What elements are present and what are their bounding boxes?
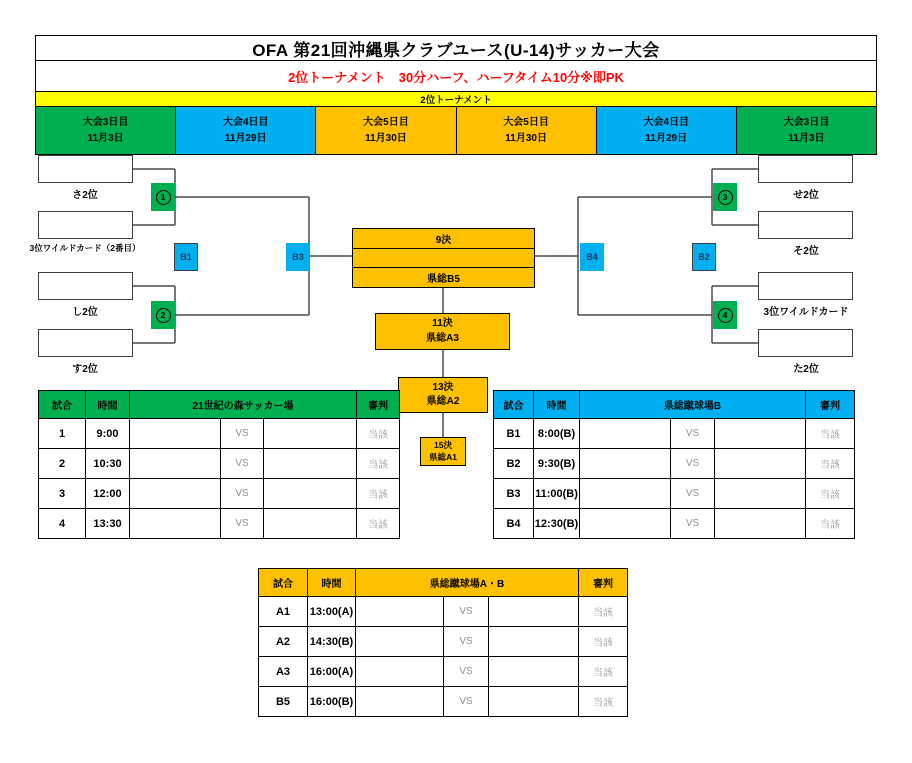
match-number: 4 — [718, 308, 733, 323]
table-row — [494, 419, 855, 449]
date-day: 大会4日目 — [222, 117, 269, 128]
eleventh-place-venue: 県総A3 — [426, 332, 459, 344]
slot-label-shi: し2位 — [72, 307, 98, 318]
home-team-cell — [580, 479, 671, 509]
home-team-cell — [356, 657, 444, 687]
match-time: 9:30(B) — [534, 449, 580, 479]
table-row — [39, 449, 400, 479]
away-team-cell — [489, 687, 579, 717]
fifteenth-place-title: 15決 — [434, 439, 452, 450]
date-value: 11月3日 — [788, 132, 825, 144]
pitch-tag-b4: B4 — [580, 243, 604, 271]
col-header-venue: 21世紀の森サッカー場 — [130, 391, 357, 419]
away-team-cell — [489, 657, 579, 687]
match-time: 16:00(B) — [308, 687, 356, 717]
match-time: 9:00 — [86, 419, 130, 449]
table-row — [39, 419, 400, 449]
match-time: 10:30 — [86, 449, 130, 479]
thirteenth-place-box — [398, 377, 488, 413]
col-header-venue: 県総蹴球場A・B — [356, 569, 579, 597]
referee-cell: 当該 — [806, 479, 855, 509]
fifteenth-place-box — [420, 437, 466, 466]
match-time: 11:00(B) — [534, 479, 580, 509]
referee-cell: 当該 — [357, 449, 400, 479]
table-row — [39, 479, 400, 509]
match-no: A2 — [259, 627, 308, 657]
vs-label: VS — [444, 597, 489, 627]
bracket-slot-ta — [758, 329, 853, 357]
match-no: 2 — [39, 449, 86, 479]
table-row — [259, 627, 628, 657]
match-number-badge-1 — [151, 183, 175, 211]
match-time: 14:30(B) — [308, 627, 356, 657]
away-team-cell — [489, 627, 579, 657]
home-team-cell — [580, 419, 671, 449]
col-header-match: 試合 — [39, 391, 86, 419]
match-time: 13:30 — [86, 509, 130, 539]
thirteenth-place-title: 13決 — [432, 381, 454, 393]
eleventh-place-box — [375, 313, 510, 350]
match-time: 16:00(A) — [308, 657, 356, 687]
date-day: 大会5日目 — [363, 117, 409, 128]
bracket-slot-sa — [38, 155, 133, 183]
home-team-cell — [580, 449, 671, 479]
ninth-place-slot — [353, 249, 534, 269]
match-no: A1 — [259, 597, 308, 627]
match-no: 3 — [39, 479, 86, 509]
vs-label: VS — [444, 687, 489, 717]
away-team-cell — [715, 509, 806, 539]
vs-label: VS — [221, 479, 264, 509]
referee-cell: 当該 — [579, 627, 628, 657]
home-team-cell — [130, 509, 221, 539]
match-time: 12:30(B) — [534, 509, 580, 539]
match-number-badge-3 — [713, 183, 737, 211]
match-number-badge-2 — [151, 301, 175, 329]
subtitle-text: 2位トーナメント 30分ハーフ、ハーフタイム10分※即PK — [288, 69, 624, 85]
match-no: B4 — [494, 509, 534, 539]
referee-cell: 当該 — [806, 449, 855, 479]
slot-label-ta: た2位 — [793, 364, 819, 375]
table-row — [259, 597, 628, 627]
slot-label-wildcard: 3位ワイルドカード — [763, 307, 849, 318]
slot-label-se: せ2位 — [793, 190, 819, 201]
col-header-referee: 審判 — [806, 391, 855, 419]
home-team-cell — [130, 449, 221, 479]
col-header-referee: 審判 — [579, 569, 628, 597]
col-header-venue: 県総蹴球場B — [580, 391, 806, 419]
schedule-table-21st-century-forest — [38, 390, 400, 539]
table-row — [494, 509, 855, 539]
date-value: 11月30日 — [365, 132, 407, 144]
table-row — [494, 479, 855, 509]
pitch-tag-b2: B2 — [692, 243, 716, 271]
page-title: OFA 第21回沖縄県クラブユース(U-14)サッカー大会 — [35, 35, 877, 61]
bracket-slot-wildcard2 — [38, 211, 133, 239]
match-no: 4 — [39, 509, 86, 539]
away-team-cell — [264, 419, 357, 449]
away-team-cell — [264, 479, 357, 509]
vs-label: VS — [221, 419, 264, 449]
vs-label: VS — [671, 449, 715, 479]
away-team-cell — [264, 449, 357, 479]
date-day: 大会3日目 — [82, 117, 129, 128]
slot-label-su: す2位 — [72, 364, 98, 375]
away-team-cell — [715, 479, 806, 509]
date-day: 大会4日目 — [643, 117, 690, 128]
date-day: 大会5日目 — [503, 117, 549, 128]
referee-cell: 当該 — [357, 479, 400, 509]
match-time: 8:00(B) — [534, 419, 580, 449]
match-no: B1 — [494, 419, 534, 449]
referee-cell: 当該 — [806, 419, 855, 449]
referee-cell: 当該 — [357, 419, 400, 449]
away-team-cell — [489, 597, 579, 627]
vs-label: VS — [444, 657, 489, 687]
pitch-tag-b1: B1 — [174, 243, 198, 271]
bracket-slot-se — [758, 155, 853, 183]
away-team-cell — [715, 449, 806, 479]
home-team-cell — [130, 479, 221, 509]
match-no: B5 — [259, 687, 308, 717]
ninth-place-title: 9決 — [353, 229, 534, 249]
date-day: 大会3日目 — [783, 117, 830, 128]
bracket-slot-wildcard — [758, 272, 853, 300]
referee-cell: 当該 — [579, 597, 628, 627]
vs-label: VS — [221, 509, 264, 539]
vs-label: VS — [671, 509, 715, 539]
thirteenth-place-venue: 県総A2 — [426, 396, 460, 407]
table-row — [259, 657, 628, 687]
match-time: 12:00 — [86, 479, 130, 509]
vs-label: VS — [671, 419, 715, 449]
home-team-cell — [130, 419, 221, 449]
vs-label: VS — [221, 449, 264, 479]
home-team-cell — [356, 597, 444, 627]
match-no: 1 — [39, 419, 86, 449]
slot-label-wildcard2: 3位ワイルドカード（2番目） — [29, 243, 141, 253]
col-header-time: 時間 — [534, 391, 580, 419]
vs-label: VS — [444, 627, 489, 657]
match-no: A3 — [259, 657, 308, 687]
bracket-slot-so — [758, 211, 853, 239]
match-number: 3 — [718, 190, 733, 205]
date-value: 11月30日 — [505, 132, 547, 144]
col-header-referee: 審判 — [357, 391, 400, 419]
date-value: 11月3日 — [87, 132, 124, 144]
home-team-cell — [356, 627, 444, 657]
vs-label: VS — [671, 479, 715, 509]
match-no: B2 — [494, 449, 534, 479]
match-number: 1 — [156, 190, 171, 205]
referee-cell: 当該 — [357, 509, 400, 539]
tournament-banner: 2位トーナメント — [35, 91, 877, 107]
home-team-cell — [356, 687, 444, 717]
away-team-cell — [264, 509, 357, 539]
away-team-cell — [715, 419, 806, 449]
match-time: 13:00(A) — [308, 597, 356, 627]
ninth-place-box — [352, 228, 535, 288]
col-header-match: 試合 — [259, 569, 308, 597]
table-row — [39, 509, 400, 539]
col-header-time: 時間 — [308, 569, 356, 597]
referee-cell: 当該 — [579, 687, 628, 717]
bracket-slot-su — [38, 329, 133, 357]
slot-label-sa: さ2位 — [72, 190, 98, 201]
home-team-cell — [580, 509, 671, 539]
slot-label-so: そ2位 — [793, 246, 819, 257]
eleventh-place-title: 11決 — [432, 318, 453, 329]
bracket-slot-shi — [38, 272, 133, 300]
match-no: B3 — [494, 479, 534, 509]
match-number-badge-4 — [713, 301, 737, 329]
date-value: 11月29日 — [645, 132, 688, 144]
ninth-place-venue: 県総B5 — [427, 274, 460, 286]
referee-cell: 当該 — [806, 509, 855, 539]
fifteenth-place-venue: 県総A1 — [429, 451, 457, 462]
schedule-table-kenso-ab — [258, 568, 628, 717]
match-number: 2 — [156, 308, 171, 323]
pitch-tag-b3: B3 — [286, 243, 310, 271]
date-value: 11月29日 — [224, 132, 267, 144]
schedule-table-kenso-b — [493, 390, 855, 539]
table-row — [259, 687, 628, 717]
col-header-match: 試合 — [494, 391, 534, 419]
referee-cell: 当該 — [579, 657, 628, 687]
col-header-time: 時間 — [86, 391, 130, 419]
table-row — [494, 449, 855, 479]
